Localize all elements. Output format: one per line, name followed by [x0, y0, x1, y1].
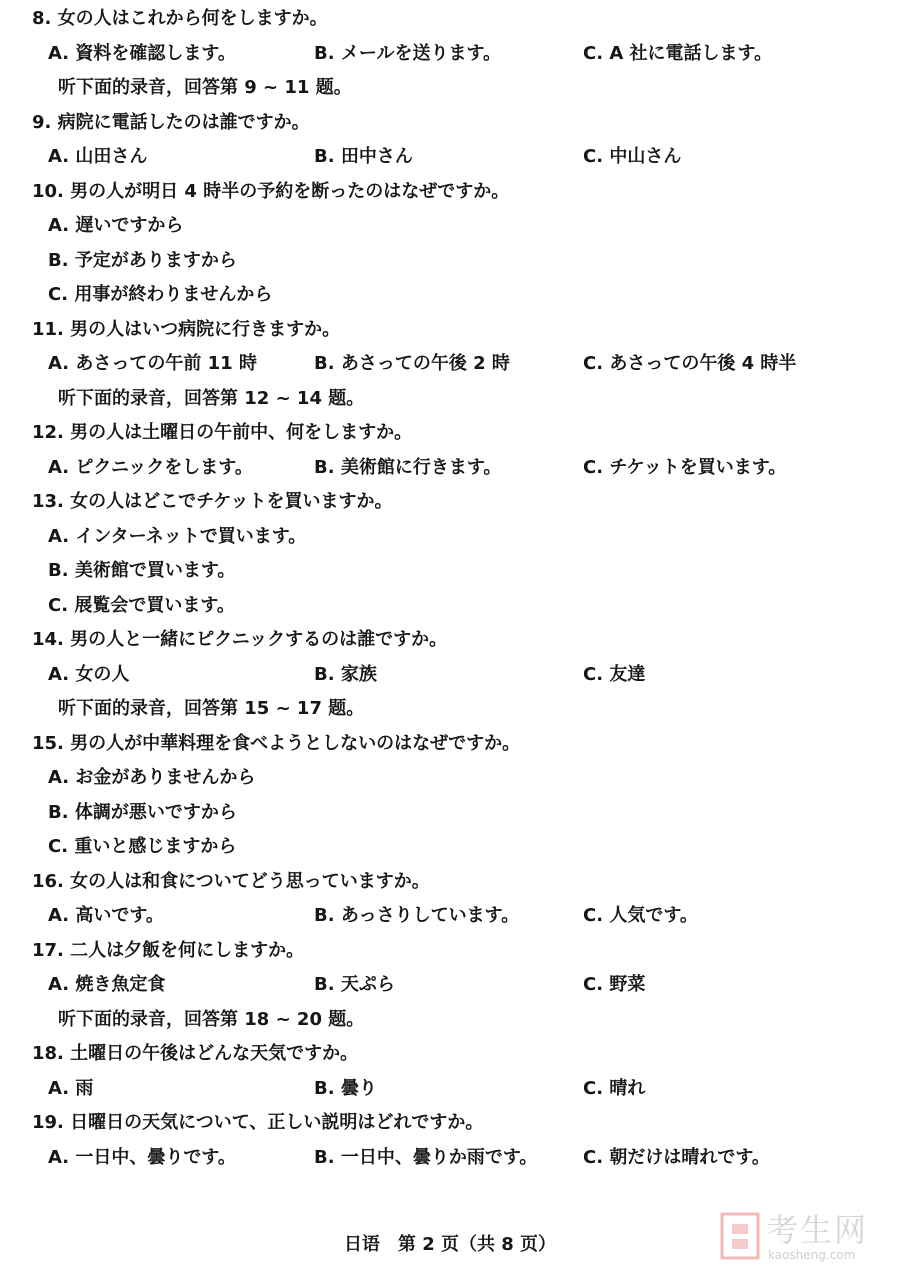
- question-stem: 11. 男の人はいつ病院に行きますか。: [32, 318, 341, 340]
- watermark-text: 考生网: [766, 1211, 869, 1249]
- answer-option: B. 家族: [314, 663, 377, 685]
- answer-option: A. 雨: [48, 1077, 94, 1099]
- answer-option: C. あさっての午後 4 時半: [583, 353, 797, 374]
- answer-option: A. 一日中、曇りです。: [48, 1146, 236, 1168]
- answer-option: A. 高いです。: [48, 905, 164, 926]
- answer-options-row: [0, 1141, 900, 1175]
- question-stem: 9. 病院に電話したのは誰ですか。: [32, 111, 310, 133]
- answer-option: B. 予定がありますから: [48, 249, 237, 271]
- answer-option: B. 田中さん: [314, 146, 413, 167]
- question-stem: 18. 土曜日の午後はどんな天気ですか。: [32, 1043, 359, 1064]
- answer-option: C. 野菜: [583, 974, 646, 995]
- listening-instruction: 听下面的录音，回答第 9 ~ 11 题。: [58, 77, 352, 98]
- answer-option: A. 資料を確認します。: [48, 42, 236, 64]
- answer-options-row: [0, 968, 900, 1002]
- answer-option: B. 一日中、曇りか雨です。: [314, 1146, 538, 1168]
- answer-option: B. 美術館に行きます。: [314, 456, 502, 478]
- question-stem: 13. 女の人はどこでチケットを買いますか。: [32, 491, 393, 512]
- listening-instruction: 听下面的录音，回答第 15 ~ 17 题。: [58, 698, 365, 719]
- answer-options-row: [0, 451, 900, 485]
- answer-option: A. 遅いですから: [48, 215, 184, 236]
- answer-option: B. 天ぷら: [314, 974, 395, 995]
- answer-option: C. 中山さん: [583, 146, 682, 167]
- page-footer: 日语 第 2 页（共 8 页）: [343, 1234, 557, 1255]
- answer-options-row: [0, 1072, 900, 1106]
- listening-instruction: 听下面的录音，回答第 18 ~ 20 题。: [58, 1008, 365, 1030]
- answer-option: C. 用事が終わりませんから: [48, 284, 273, 305]
- answer-option: B. 体調が悪いですから: [48, 801, 237, 823]
- answer-option: A. 女の人: [48, 663, 130, 685]
- answer-option: A. 山田さん: [48, 146, 148, 167]
- question-stem: 14. 男の人と一緒にピクニックするのは誰ですか。: [32, 629, 448, 650]
- question-stem: 19. 日曜日の天気について、正しい説明はどれですか。: [32, 1112, 484, 1133]
- answer-option: A. インターネットで買います。: [48, 525, 307, 547]
- answer-option: B. あっさりしています。: [314, 905, 520, 926]
- answer-options-row: [0, 658, 900, 692]
- answer-option: A. ピクニックをします。: [48, 456, 253, 478]
- answer-option: C. チケットを買います。: [583, 456, 787, 478]
- question-stem: 10. 男の人が明日 4 時半の予約を断ったのはなぜですか。: [32, 180, 510, 202]
- answer-option: C. 晴れ: [583, 1077, 646, 1099]
- question-stem: 17. 二人は夕飯を何にしますか。: [32, 939, 305, 961]
- answer-option: A. 焼き魚定食: [48, 974, 166, 995]
- question-stem: 12. 男の人は土曜日の午前中、何をしますか。: [32, 422, 413, 443]
- question-stem: 16. 女の人は和食についてどう思っていますか。: [32, 870, 430, 892]
- answer-option: B. あさっての午後 2 時: [314, 353, 510, 374]
- answer-option: A. お金がありませんから: [48, 767, 256, 788]
- answer-option: C. 人気です。: [583, 905, 698, 926]
- answer-option: A. あさっての午前 11 時: [48, 353, 257, 374]
- answer-options-row: [0, 140, 900, 174]
- listening-instruction: 听下面的录音，回答第 12 ~ 14 题。: [58, 387, 365, 409]
- question-stem: 8. 女の人はこれから何をしますか。: [32, 8, 328, 29]
- kaosheng-logo-icon: [720, 1212, 760, 1260]
- answer-option: B. メールを送ります。: [314, 42, 502, 64]
- answer-option: C. 重いと感じますから: [48, 836, 237, 857]
- answer-options-row: [0, 37, 900, 71]
- answer-option: C. 展覧会で買います。: [48, 594, 235, 616]
- answer-option: B. 美術館で買います。: [48, 560, 236, 581]
- answer-options-row: [0, 899, 900, 933]
- answer-option: C. A 社に電話します。: [583, 42, 773, 64]
- answer-option: B. 曇り: [314, 1077, 377, 1099]
- watermark-subtext: kaosheng.com: [768, 1248, 856, 1262]
- answer-option: C. 友達: [583, 663, 646, 685]
- watermark: [720, 1210, 890, 1266]
- answer-options-row: [0, 347, 900, 381]
- question-stem: 15. 男の人が中華料理を食べようとしないのはなぜですか。: [32, 732, 521, 754]
- answer-option: C. 朝だけは晴れです。: [583, 1146, 770, 1168]
